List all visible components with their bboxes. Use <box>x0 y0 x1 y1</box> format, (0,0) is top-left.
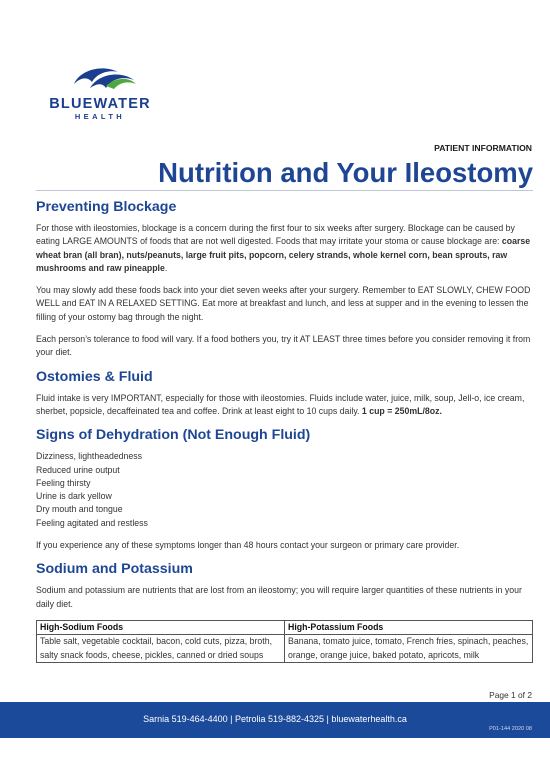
main-content <box>36 199 533 663</box>
bluewater-logo <box>40 62 160 96</box>
list-item: Reduced urine output <box>36 464 120 475</box>
cell-potassium-foods: Banana, tomato juice, tomato, French fries, spinach, peaches, orange, orange juice, baked potato, apricots, milk <box>285 635 533 663</box>
list-item: Dry mouth and tongue <box>36 504 123 515</box>
page-number: Page 1 of 2 <box>489 690 532 700</box>
list-item: Feeling agitated and restless <box>36 517 148 528</box>
org-name: BLUEWATER <box>49 96 151 112</box>
foods-table <box>36 620 533 663</box>
table-row <box>37 635 533 663</box>
blockage-paragraph-1: For those with ileostomies, blockage is a concern during the first four to six weeks after surgery. Blockage can be caused by eating LARGE AMOUNTS of foods that are not well digested. Foods that may irritate your stoma or cause blockage are: coarse wheat bran (all bran), nuts/peanuts, large fruit pits, popcorn, celery strands, whole kernel corn, bean sprouts, raw mushrooms and raw pineapple. <box>36 223 531 273</box>
list-item: Urine is dark yellow <box>36 491 112 502</box>
page-title: Nutrition and Your Ileostomy <box>158 157 533 188</box>
dehydration-note: If you experience any of these symptoms longer than 48 hours contact your surgeon or primary care provider. <box>36 540 460 551</box>
list-item: Feeling thirsty <box>36 477 91 488</box>
org-subname: HEALTH <box>74 112 126 121</box>
dehydration-signs-list <box>36 450 533 530</box>
list-item: Dizziness, lightheadedness <box>36 451 143 462</box>
cell-sodium-foods: Table salt, vegetable cocktail, bacon, cold cuts, pizza, broth, salty snack foods, cheese, pickles, canned or dried soups <box>37 635 285 663</box>
header-high-sodium: High-Sodium Foods <box>37 620 285 634</box>
footer-bar <box>0 702 550 738</box>
logo-wave-icon <box>40 62 160 96</box>
blockage-foods-list: coarse wheat bran (all bran), nuts/peanuts, large fruit pits, popcorn, celery strands, whole kernel corn, bean sprouts, raw mushrooms and raw pineapple <box>36 236 531 273</box>
title-divider <box>36 190 533 191</box>
fluid-paragraph: Fluid intake is very IMPORTANT, especially for those with ileostomies. Fluids include water, juice, milk, soup, Jell-o, ice cream, sherbet, popsicle, decaffeinated tea and coffee. Drink at least eight to 10 cups daily. 1 cup = 250mL/8oz. <box>36 392 525 416</box>
footer-contact: Sarnia 519-464-4400 | Petrolia 519-882-4325 | bluewaterhealth.ca <box>143 714 407 724</box>
sodium-paragraph: Sodium and potassium are nutrients that are lost from an ileostomy; you will require larger quantities of these nutrients in your daily diet. <box>36 585 522 609</box>
header-high-potassium: High-Potassium Foods <box>285 620 533 634</box>
heading-sodium-potassium: Sodium and Potassium <box>36 561 193 578</box>
heading-preventing-blockage: Preventing Blockage <box>36 199 177 215</box>
form-code: P01-144 2020 08 <box>489 726 532 732</box>
blockage-paragraph-3: Each person’s tolerance to food will vary. If a food bothers you, try it AT LEAST three times before you consider removing it from your diet. <box>36 334 531 358</box>
blockage-paragraph-2: You may slowly add these foods back into your diet seven weeks after your surgery. Remember to EAT SLOWLY, CHEW FOOD WELL and EAT IN A RELAXED SETTING. Eat more at breakfast and lunch, and less at supper and in the evening to lessen the filling of your ostomy bag through the night. <box>36 285 531 322</box>
heading-dehydration: Signs of Dehydration (Not Enough Fluid) <box>36 427 311 444</box>
table-header-row <box>37 620 533 634</box>
document-category: PATIENT INFORMATION <box>434 143 532 153</box>
heading-ostomies-fluid: Ostomies & Fluid <box>36 368 153 385</box>
cup-measure: 1 cup = 250mL/8oz. <box>361 405 442 416</box>
